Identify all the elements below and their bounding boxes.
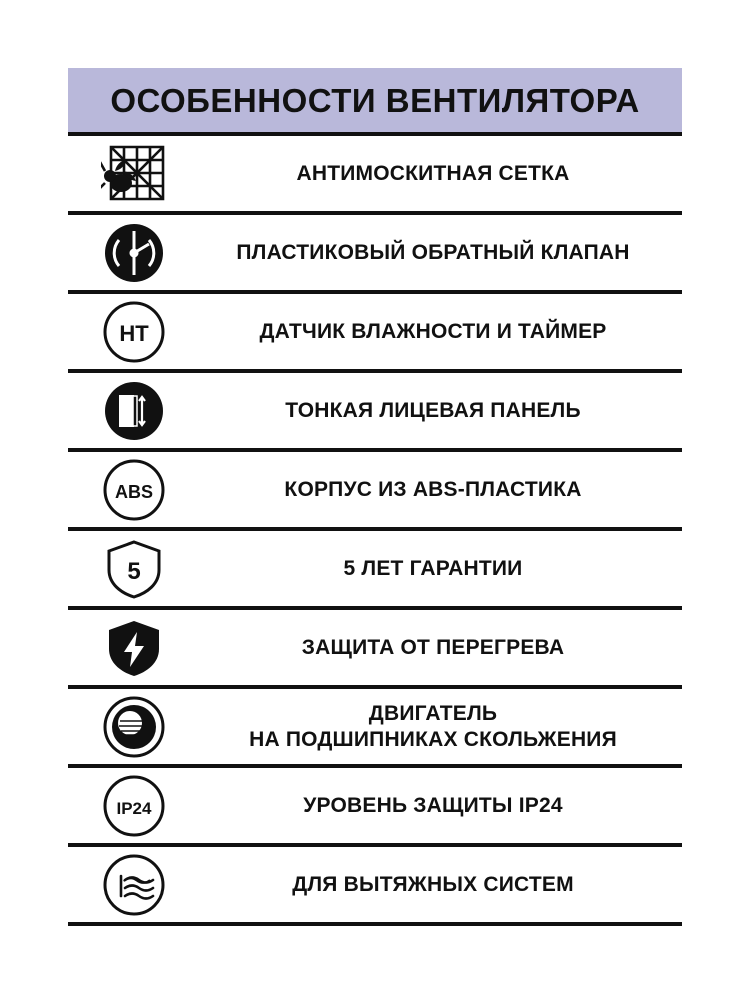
overheat-protection-icon <box>68 610 200 685</box>
warranty-shield-icon <box>68 531 200 606</box>
page-title: ОСОБЕННОСТИ ВЕНТИЛЯТОРА <box>110 81 640 119</box>
abs-plastic-icon-text: ABS <box>114 481 154 502</box>
features-panel <box>68 68 682 926</box>
humidity-timer-icon-text: HT <box>119 320 149 346</box>
ip-rating-icon-text: IP24 <box>116 798 152 818</box>
list-item <box>68 847 682 926</box>
sleeve-bearing-motor-icon <box>68 689 200 764</box>
feature-label-cell <box>200 635 682 660</box>
list-item <box>68 136 682 215</box>
list-item-label: ПЛАСТИКОВЫЙ ОБРАТНЫЙ КЛАПАН <box>236 240 630 264</box>
mosquito-net-icon <box>68 136 200 211</box>
panel-header <box>68 68 682 136</box>
list-item-label: ДЛЯ ВЫТЯЖНЫХ СИСТЕМ <box>292 872 574 896</box>
list-item <box>68 768 682 847</box>
list-item-label: 5 ЛЕТ ГАРАНТИИ <box>343 556 523 580</box>
warranty-years-text: 5 <box>127 557 141 585</box>
feature-label-cell <box>200 556 682 581</box>
list-item <box>68 215 682 294</box>
feature-label-cell <box>200 161 682 186</box>
feature-label-cell <box>200 319 682 344</box>
list-item-label: КОРПУС ИЗ ABS-ПЛАСТИКА <box>284 477 582 501</box>
exhaust-airflow-icon <box>68 847 200 922</box>
list-item <box>68 610 682 689</box>
abs-plastic-icon <box>68 452 200 527</box>
list-item-label: ДАТЧИК ВЛАЖНОСТИ И ТАЙМЕР <box>259 319 607 343</box>
list-item-label: ДВИГАТЕЛЬ НА ПОДШИПНИКАХ СКОЛЬЖЕНИЯ <box>249 702 617 751</box>
list-item <box>68 294 682 373</box>
list-item-label: АНТИМОСКИТНАЯ СЕТКА <box>296 161 570 185</box>
list-item <box>68 452 682 531</box>
feature-label-cell <box>200 701 682 751</box>
ip-rating-icon <box>68 768 200 843</box>
slim-front-panel-icon <box>68 373 200 448</box>
list-item-label: УРОВЕНЬ ЗАЩИТЫ IP24 <box>303 793 563 817</box>
list-item <box>68 373 682 452</box>
list-item-label: ТОНКАЯ ЛИЦЕВАЯ ПАНЕЛЬ <box>285 398 581 422</box>
feature-label-cell <box>200 872 682 897</box>
feature-list <box>68 136 682 926</box>
list-item-label: ЗАЩИТА ОТ ПЕРЕГРЕВА <box>301 635 565 659</box>
feature-label-cell <box>200 477 682 502</box>
feature-label-cell <box>200 240 682 265</box>
list-item <box>68 689 682 768</box>
feature-label-cell <box>200 398 682 423</box>
humidity-timer-icon <box>68 294 200 369</box>
list-item <box>68 531 682 610</box>
plastic-check-valve-icon <box>68 215 200 290</box>
feature-label-cell <box>200 793 682 818</box>
